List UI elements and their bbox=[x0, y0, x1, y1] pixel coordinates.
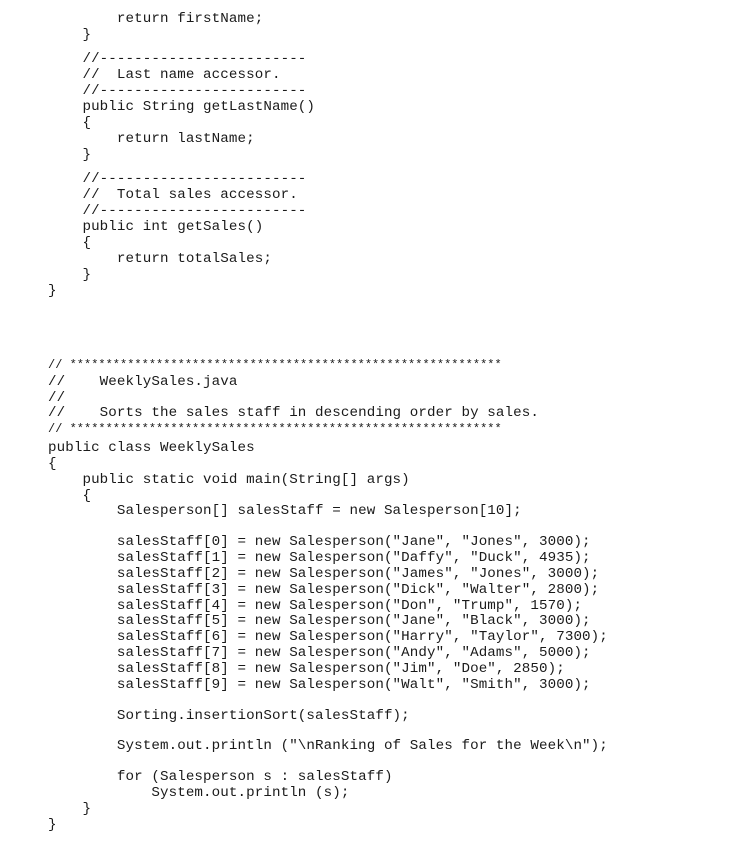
code-line: salesStaff[4] = new Salesperson("Don", "Trump", 1570); bbox=[48, 598, 583, 614]
code-line: //------------------------ bbox=[48, 171, 307, 187]
code-line: { bbox=[48, 488, 92, 504]
code-line: Salesperson[] salesStaff = new Salesperson[10]; bbox=[48, 503, 522, 519]
code-line: return lastName; bbox=[48, 131, 255, 147]
code-line: } bbox=[48, 147, 92, 163]
code-line: public int getSales() bbox=[48, 219, 264, 235]
code-line: public static void main(String[] args) bbox=[48, 472, 410, 488]
code-line: //------------------------ bbox=[48, 203, 307, 219]
code-line: System.out.println ("\nRanking of Sales for the Week\n"); bbox=[48, 738, 608, 754]
code-line: } bbox=[48, 817, 57, 833]
code-line: Sorting.insertionSort(salesStaff); bbox=[48, 708, 410, 724]
code-line: // bbox=[48, 390, 66, 406]
code-line: // Last name accessor. bbox=[48, 67, 281, 83]
code-line: salesStaff[3] = new Salesperson("Dick", "Walter", 2800); bbox=[48, 582, 600, 598]
comment-banner-bottom: // ************************************************************ bbox=[48, 422, 502, 436]
code-line: { bbox=[48, 115, 92, 131]
code-line: } bbox=[48, 283, 57, 299]
code-line: //------------------------ bbox=[48, 51, 307, 67]
code-line: System.out.println (s); bbox=[48, 785, 350, 801]
code-line: // WeeklySales.java bbox=[48, 374, 238, 390]
code-line: } bbox=[48, 801, 92, 817]
code-line: return totalSales; bbox=[48, 251, 272, 267]
code-line: } bbox=[48, 267, 92, 283]
code-line: salesStaff[2] = new Salesperson("James", "Jones", 3000); bbox=[48, 566, 600, 582]
code-line: salesStaff[6] = new Salesperson("Harry", "Taylor", 7300); bbox=[48, 629, 608, 645]
code-line: salesStaff[9] = new Salesperson("Walt", "Smith", 3000); bbox=[48, 677, 591, 693]
code-line: { bbox=[48, 235, 92, 251]
code-line: } bbox=[48, 27, 92, 43]
code-line: for (Salesperson s : salesStaff) bbox=[48, 769, 393, 785]
code-line: public String getLastName() bbox=[48, 99, 316, 115]
code-line: salesStaff[0] = new Salesperson("Jane", "Jones", 3000); bbox=[48, 534, 591, 550]
code-line: return firstName; bbox=[48, 11, 264, 27]
code-line: salesStaff[1] = new Salesperson("Daffy", "Duck", 4935); bbox=[48, 550, 591, 566]
comment-banner-top: // ************************************************************ bbox=[48, 358, 502, 372]
code-line: // Sorts the sales staff in descending order by sales. bbox=[48, 405, 539, 421]
code-line: //------------------------ bbox=[48, 83, 307, 99]
code-line: salesStaff[5] = new Salesperson("Jane", "Black", 3000); bbox=[48, 613, 591, 629]
code-line: public class WeeklySales bbox=[48, 440, 255, 456]
code-line: salesStaff[8] = new Salesperson("Jim", "Doe", 2850); bbox=[48, 661, 565, 677]
code-line: { bbox=[48, 456, 57, 472]
code-line: salesStaff[7] = new Salesperson("Andy", "Adams", 5000); bbox=[48, 645, 591, 661]
code-line: // Total sales accessor. bbox=[48, 187, 298, 203]
